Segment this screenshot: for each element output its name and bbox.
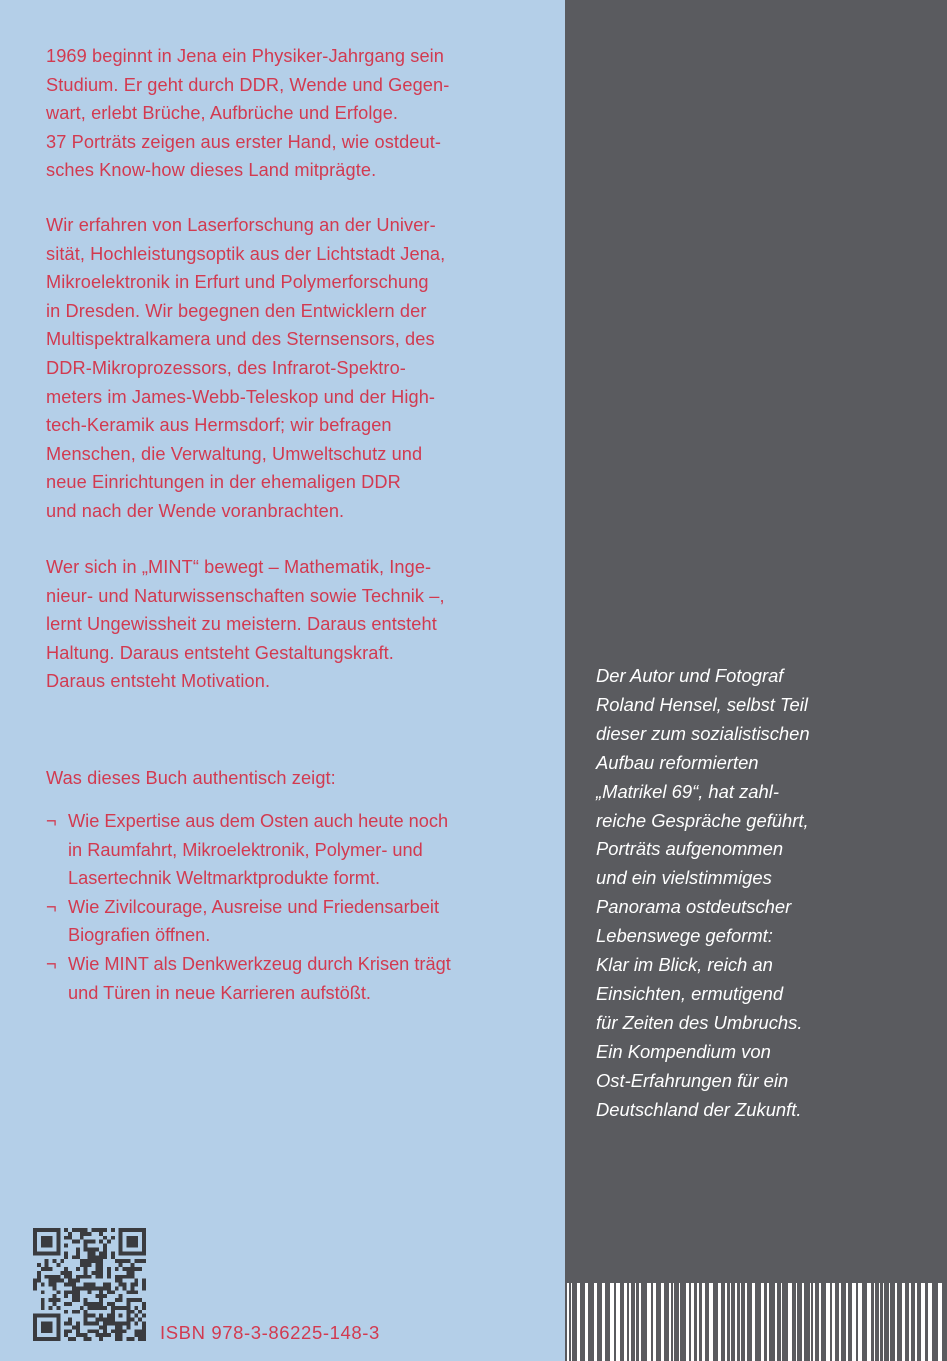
text-line: Wir erfahren von Laserforschung an der Univer- bbox=[46, 215, 436, 235]
text-line: und nach der Wende voranbrachten. bbox=[46, 500, 345, 521]
text-line: Haltung. Daraus entsteht Gestaltungskraft. bbox=[46, 642, 394, 663]
list-intro bbox=[46, 764, 516, 793]
list-item bbox=[46, 950, 516, 1007]
bullet-mark: ¬ bbox=[46, 896, 57, 917]
barcode bbox=[565, 1283, 947, 1361]
text-line: DDR-Mikroprozessors, des Infrarot-Spektro- bbox=[46, 357, 406, 378]
text-line: lernt Ungewissheit zu meistern. Daraus entsteht bbox=[46, 614, 437, 635]
text-line: 1969 beginnt in Jena ein Physiker-Jahrgang sein bbox=[46, 46, 445, 66]
text-line: Roland Hensel, selbst Teil bbox=[596, 693, 808, 715]
text-line: Studium. Er geht durch DDR, Wende und Gegen- bbox=[46, 74, 450, 95]
mint-paragraph bbox=[46, 553, 516, 696]
text-line: sität, Hochleistungsoptik aus der Lichtstadt Jena, bbox=[46, 243, 446, 264]
text-line: dieser zum sozialistischen bbox=[596, 722, 810, 744]
qr-code bbox=[33, 1228, 146, 1341]
list-item bbox=[46, 807, 516, 893]
text-line: Panorama ostdeutscher bbox=[596, 896, 792, 918]
text-line: und ein vielstimmiges bbox=[596, 867, 772, 889]
text-line: reiche Gespräche geführt, bbox=[596, 809, 809, 831]
text-line: Multispektralkamera und des Sternsensors, des bbox=[46, 329, 435, 350]
text-line: neue Einrichtungen in der ehemaligen DDR bbox=[46, 472, 401, 493]
text-line: nieur- und Naturwissenschaften sowie Technik –, bbox=[46, 585, 445, 606]
text-line: Wer sich in „MINT“ bewegt – Mathematik, Inge- bbox=[46, 557, 432, 577]
text-line: Der Autor und Fotograf bbox=[596, 665, 784, 686]
author-blurb bbox=[596, 662, 926, 1125]
text-line: Wie Zivilcourage, Ausreise und Friedensarbeit bbox=[68, 896, 439, 917]
text-line: Lebenswege geformt: bbox=[596, 925, 773, 947]
bullet-mark: ¬ bbox=[46, 811, 57, 831]
text-line: Porträts aufgenommen bbox=[596, 838, 784, 860]
text-line: tech-Keramik aus Hermsdorf; wir befragen bbox=[46, 415, 392, 436]
isbn-label: ISBN 978-3-86225-148-3 bbox=[160, 1322, 380, 1343]
text-line: 37 Porträts zeigen aus erster Hand, wie ostdeut- bbox=[46, 131, 442, 152]
text-line: und Türen in neue Karrieren aufstößt. bbox=[68, 982, 371, 1003]
text-line: wart, erlebt Brüche, Aufbrüche und Erfolge. bbox=[46, 103, 399, 124]
intro-paragraph bbox=[46, 42, 516, 185]
research-paragraph bbox=[46, 211, 516, 526]
text-line: Klar im Blick, reich an bbox=[596, 954, 773, 976]
text-line: Was dieses Buch authentisch zeigt: bbox=[46, 768, 336, 788]
text-line: meters im James-Webb-Teleskop und der High- bbox=[46, 386, 436, 407]
text-line: Menschen, die Verwaltung, Umweltschutz und bbox=[46, 443, 423, 464]
list-item bbox=[46, 893, 516, 950]
text-line: sches Know-how dieses Land mitprägte. bbox=[46, 160, 377, 181]
text-line: „Matrikel 69“, hat zahl- bbox=[596, 780, 779, 802]
text-line: Biografien öffnen. bbox=[68, 925, 211, 946]
text-line: Wie Expertise aus dem Osten auch heute noch bbox=[68, 811, 449, 831]
text-line: Einsichten, ermutigend bbox=[596, 982, 784, 1004]
text-line: Aufbau reformierten bbox=[596, 751, 759, 773]
text-line: für Zeiten des Umbruchs. bbox=[596, 1011, 803, 1033]
text-line: in Dresden. Wir begegnen den Entwicklern der bbox=[46, 300, 427, 321]
text-line: Mikroelektronik in Erfurt und Polymerforschung bbox=[46, 272, 429, 293]
text-line: in Raumfahrt, Mikroelektronik, Polymer- und bbox=[68, 839, 423, 860]
text-line: Wie MINT als Denkwerkzeug durch Krisen trägt bbox=[68, 953, 451, 974]
text-line: Lasertechnik Weltmarktprodukte formt. bbox=[68, 868, 381, 889]
text-line: Deutschland der Zukunft. bbox=[596, 1098, 802, 1120]
bullet-mark: ¬ bbox=[46, 953, 57, 974]
text-line: Daraus entsteht Motivation. bbox=[46, 671, 271, 692]
bullet-list bbox=[46, 807, 516, 1007]
text-line: Ein Kompendium von bbox=[596, 1040, 771, 1062]
text-line: Ost-Erfahrungen für ein bbox=[596, 1069, 789, 1091]
